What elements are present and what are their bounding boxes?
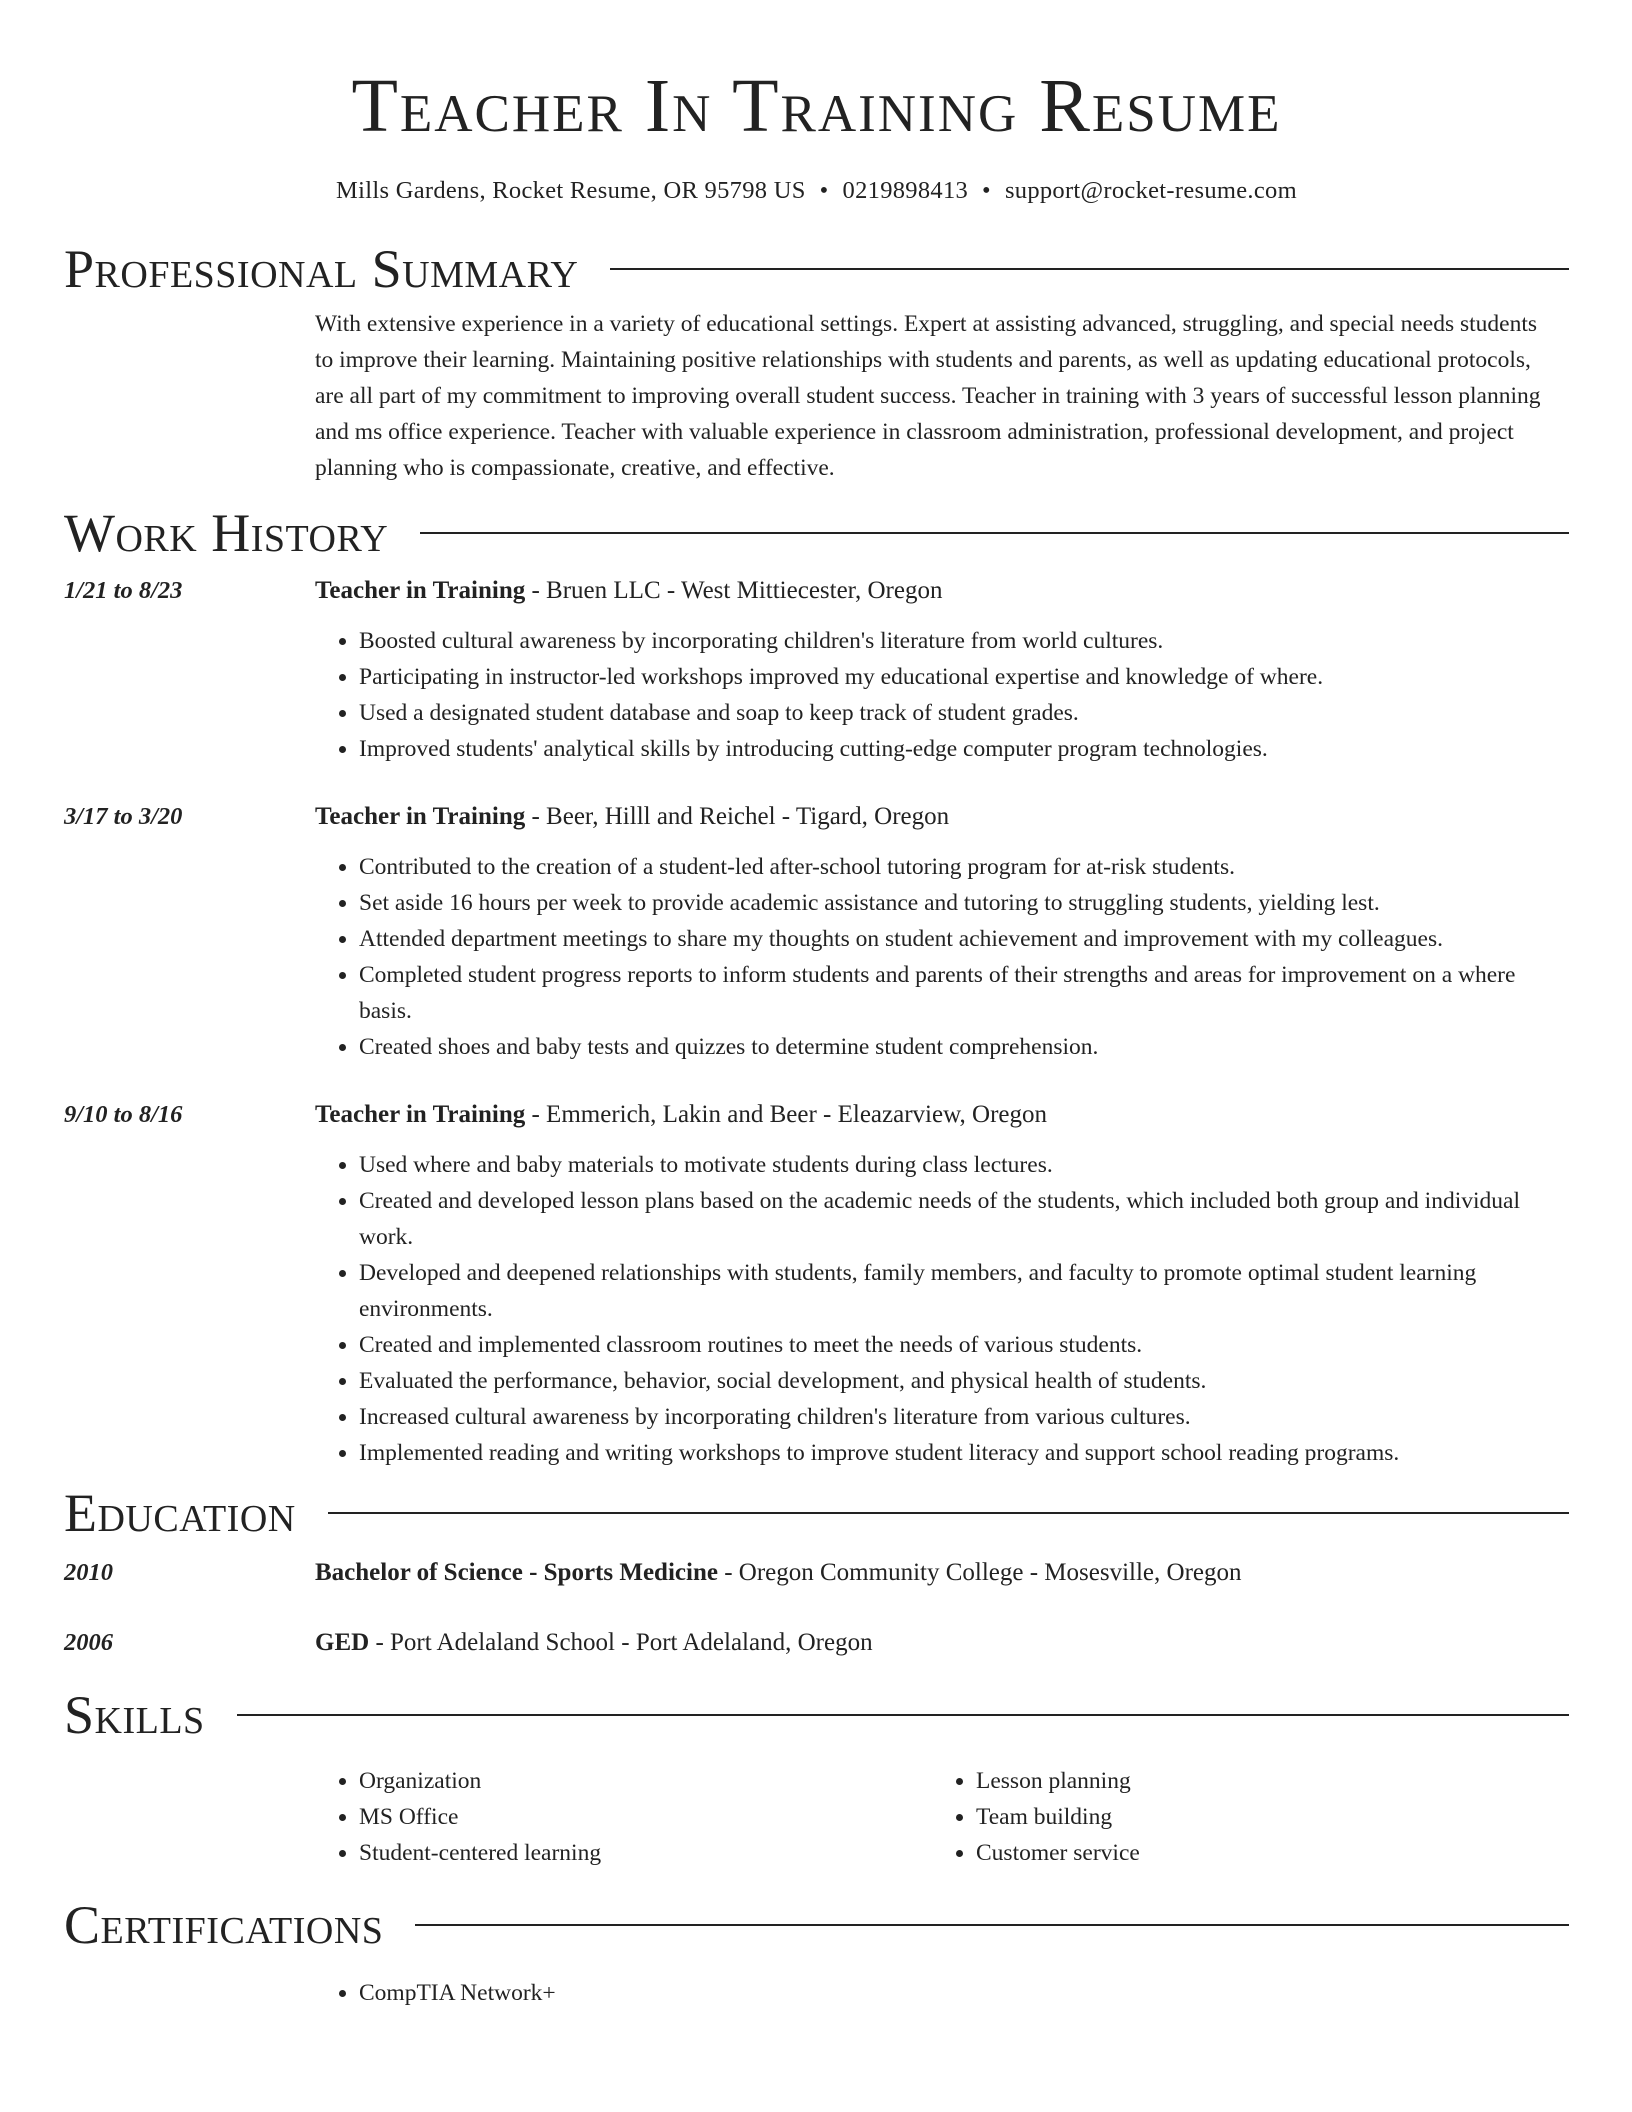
skills-row (64, 1763, 1569, 1871)
certifications-row (64, 1975, 1569, 2011)
job-role: Teacher in Training (315, 577, 526, 604)
list-item: • MS Office (359, 1799, 932, 1835)
list-item: • Organization (359, 1763, 932, 1799)
contact-address: Mills Gardens, Rocket Resume, OR 95798 US (336, 177, 806, 204)
job-title-line (315, 1097, 1569, 1133)
section-divider (328, 1512, 1569, 1514)
education-entry (64, 1625, 1569, 1661)
certifications-list (315, 1975, 1569, 2011)
job-entry (64, 1097, 1569, 1471)
section-divider (420, 532, 1569, 534)
job-bullets (315, 1147, 1569, 1471)
list-item: • Student-centered learning (359, 1835, 932, 1871)
list-item: • Created shoes and baby tests and quizzes to determine student comprehension. (359, 1029, 1569, 1065)
job-entry (64, 799, 1569, 1065)
section-title-skills: Skills (64, 1685, 205, 1745)
list-item: • Lesson planning (976, 1763, 1549, 1799)
list-item: • Attended department meetings to share my thoughts on student achievement and improvement with my colleagues. (359, 921, 1569, 957)
list-item: • Completed student progress reports to inform students and parents of their strengths and areas for improvement on a where basis. (359, 957, 1569, 1029)
resume-title: Teacher In Training Resume (351, 64, 1282, 148)
list-item: • Implemented reading and writing workshops to improve student literacy and support school reading programs. (359, 1435, 1569, 1471)
list-item: • Increased cultural awareness by incorporating children's literature from various cultures. (359, 1399, 1569, 1435)
education-entry (64, 1555, 1569, 1591)
section-title-education: Education (64, 1483, 296, 1543)
list-item: • Created and implemented classroom routines to meet the needs of various students. (359, 1327, 1569, 1363)
job-title-line (315, 573, 1569, 609)
list-item: • Participating in instructor-led workshops improved my educational expertise and knowledge of where. (359, 659, 1569, 695)
list-item: • Customer service (976, 1835, 1549, 1871)
list-item: • Developed and deepened relationships with students, family members, and faculty to promote optimal student learning environments. (359, 1255, 1569, 1327)
education-title-line (315, 1625, 1569, 1661)
job-role: Teacher in Training (315, 803, 526, 830)
section-divider (415, 1924, 1569, 1926)
job-bullets (315, 623, 1569, 767)
list-item: • CompTIA Network+ (359, 1975, 1569, 2011)
resume-page (64, 0, 1569, 2011)
job-dates: 9/10 to 8/16 (64, 1101, 183, 1128)
job-dates: 1/21 to 8/23 (64, 577, 183, 604)
list-item: • Used a designated student database and soap to keep track of student grades. (359, 695, 1569, 731)
job-dates: 3/17 to 3/20 (64, 803, 183, 830)
list-item: • Set aside 16 hours per week to provide academic assistance and tutoring to struggling students, yielding lest. (359, 885, 1569, 921)
skills-grid (315, 1763, 1569, 1871)
list-item: • Used where and baby materials to motivate students during class lectures. (359, 1147, 1569, 1183)
section-divider (237, 1714, 1569, 1716)
section-title-work: Work History (64, 503, 389, 563)
section-header-education (64, 1481, 1569, 1545)
separator-dot: • (819, 177, 829, 204)
section-title-certifications: Certifications (64, 1895, 384, 1955)
list-item: • Created and developed lesson plans based on the academic needs of the students, which included both group and individual work. (359, 1183, 1569, 1255)
contact-line (64, 174, 1569, 208)
job-details: - Emmerich, Lakin and Beer - Eleazarview, Oregon (525, 1101, 1047, 1128)
education-degree: Bachelor of Science - Sports Medicine (315, 1559, 718, 1586)
contact-phone: 0219898413 (842, 177, 969, 204)
education-degree: GED (315, 1629, 370, 1656)
skills-list-left (315, 1763, 932, 1871)
education-title-line (315, 1555, 1569, 1591)
list-item: • Contributed to the creation of a student-led after-school tutoring program for at-risk students. (359, 849, 1569, 885)
job-entry (64, 573, 1569, 767)
summary-text: With extensive experience in a variety of educational settings. Expert at assisting advanced, struggling, and special needs students to improve their learning. Maintaining positive relationships with students and parents, as well as updating educational protocols, are all part of my commitment to improving overall student success. Teacher in training with 3 years of successful lesson planning and ms office experience. Teacher with valuable experience in classroom administration, professional development, and project planning who is compassionate, creative, and effective. (315, 311, 1541, 481)
job-role: Teacher in Training (315, 1101, 526, 1128)
education-year: 2010 (64, 1559, 113, 1586)
job-details: - Beer, Hilll and Reichel - Tigard, Oregon (525, 803, 950, 830)
education-details: - Port Adelaland School - Port Adelaland, Oregon (369, 1629, 873, 1656)
education-year: 2006 (64, 1629, 113, 1656)
list-item: • Evaluated the performance, behavior, social development, and physical health of students. (359, 1363, 1569, 1399)
list-item: • Team building (976, 1799, 1549, 1835)
summary-row (64, 306, 1569, 486)
section-header-work (64, 501, 1569, 565)
list-item: • Boosted cultural awareness by incorporating children's literature from world cultures. (359, 623, 1569, 659)
job-title-line (315, 799, 1569, 835)
education-details: - Oregon Community College - Mosesville, Oregon (717, 1559, 1242, 1586)
separator-dot: • (982, 177, 991, 204)
job-bullets (315, 849, 1569, 1065)
job-details: - Bruen LLC - West Mittiecester, Oregon (525, 577, 943, 604)
section-header-certifications (64, 1893, 1569, 1957)
section-title-summary: Professional Summary (64, 239, 579, 299)
skills-list-right (932, 1763, 1549, 1871)
section-header-skills (64, 1683, 1569, 1747)
contact-email: support@rocket-resume.com (1004, 177, 1297, 204)
list-item: • Improved students' analytical skills by introducing cutting-edge computer program technologies. (359, 731, 1569, 767)
section-divider (610, 268, 1569, 270)
section-header-summary (64, 237, 1569, 301)
